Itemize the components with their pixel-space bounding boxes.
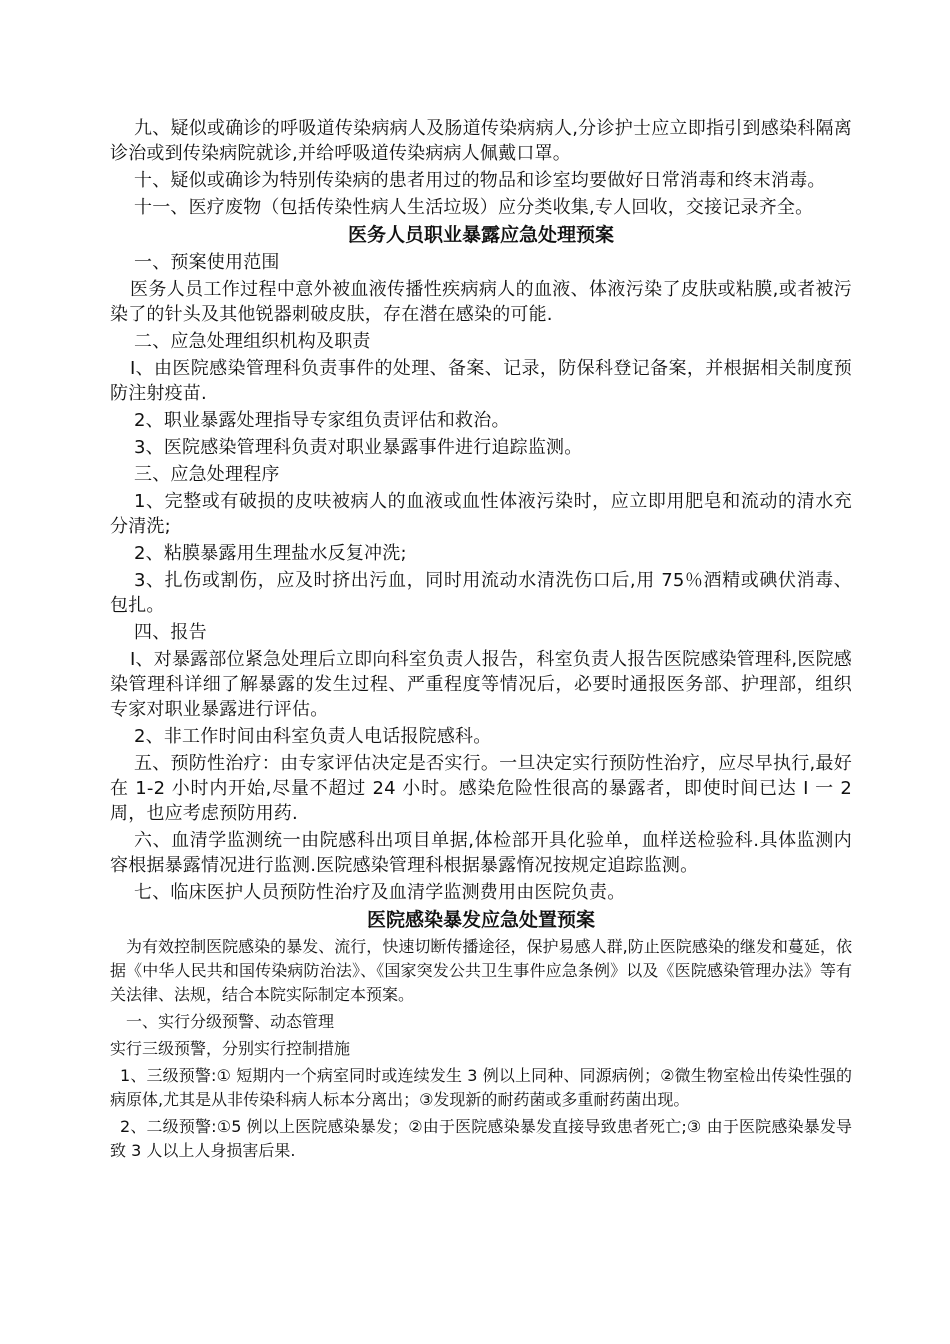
paragraph-level-2: 2、二级预警:①5 例以上医院感染暴发；②由于医院感染暴发直接导致患者死亡;③ 由于医院感染暴发导致 3 人以上人身损害后果. xyxy=(110,1117,852,1160)
paragraph-outbreak-intro: 为有效控制医院感染的暴发、流行，快速切断传播途径，保护易感人群,防止医院感染的继发和蔓延，依据《中华人民共和国传染病防治法》、《国家突发公共卫生事件应急条例》以及《医院感染管理办法》等有关法律、法规，结合本院实际制定本预案。 xyxy=(110,937,852,1004)
heading-warning-levels: 一、实行分级预警、动态管理 xyxy=(126,1012,335,1031)
paragraph-org-1: I、由医院感染管理科负责事件的处理、备案、记录，防保科登记备案，并根据相关制度预防注射疫苗. xyxy=(110,358,852,404)
paragraph-procedure-3: 3、扎伤或割伤，应及时挤出污血，同时用流动水清洗伤口后,用 75％酒精或碘伏消毒、包扎。 xyxy=(110,570,852,616)
paragraph-level-3: 1、三级预警:① 短期内一个病室同时或连续发生 3 例以上同种、同源病例；②微生物室检出传染性强的病原体,尤其是从非传染科病人标本分离出；③发现新的耐药菌或多重耐药菌出现。 xyxy=(110,1066,852,1109)
paragraph-cost: 七、临床医护人员预防性治疗及血清学监测费用由医院负责。 xyxy=(134,882,626,903)
paragraph-item-10: 十、疑似或确诊为特别传染病的患者用过的物品和诊室均要做好日常消毒和终末消毒。 xyxy=(134,170,826,191)
paragraph-report-2: 2、非工作时间由科室负责人电话报院感科。 xyxy=(134,726,492,747)
paragraph-serology: 六、血清学监测统一由院感科出项目单据,体检部开具化验单，血样送检验科.具体监测内容根据暴露情况进行监测.医院感染管理科根据暴露惰况按规定追踪监测。 xyxy=(110,830,852,876)
paragraph-report-1: I、对暴露部位紧急处理后立即向科室负责人报告，科室负责人报告医院感染管理科,医院感染管理科详细了解暴露的发生过程、严重程度等情况后，必要时通报医务部、护理部，组织专家对职业暴露进行评估。 xyxy=(110,649,852,720)
section-title-occupational-exposure: 医务人员职业暴露应急处理预案 xyxy=(347,224,614,246)
paragraph-org-3: 3、医院感染管理科负责对职业暴露事件进行追踪监测。 xyxy=(134,437,583,458)
paragraph-prevention: 五、预防性治疗：由专家评估决定是否实行。一旦决定实行预防性治疗，应尽早执行,最好在 1-2 小时内开始,尽量不超过 24 小时。感染危险性很高的暴露者，即使时间已达 I 一 2 周，也应考虑预防用药. xyxy=(110,753,852,824)
paragraph-org-2: 2、职业暴露处理指导专家组负责评估和救治。 xyxy=(134,410,510,431)
paragraph-procedure-2: 2、粘膜暴露用生理盐水反复冲洗; xyxy=(134,543,407,564)
heading-organization: 二、应急处理组织机构及职责 xyxy=(134,331,371,352)
document-page xyxy=(110,116,852,1166)
paragraph-item-9: 九、疑似或确诊的呼吸道传染病病人及肠道传染病病人,分诊护士应立即指引到感染科隔离诊治或到传染病院就诊,并给呼吸道传染病病人佩戴口罩。 xyxy=(110,118,852,164)
paragraph-three-levels: 实行三级预警，分别实行控制措施 xyxy=(110,1039,351,1058)
heading-procedure: 三、应急处理程序 xyxy=(134,464,280,485)
section-title-outbreak: 医院感染暴发应急处置预案 xyxy=(366,909,595,931)
heading-report: 四、报告 xyxy=(134,622,207,643)
paragraph-scope: 医务人员工作过程中意外被血液传播性疾病病人的血液、体液污染了皮肤或粘膜,或者被污染了的针头及其他锐器刺破皮肤，存在潜在感染的可能. xyxy=(110,279,852,325)
paragraph-procedure-1: 1、完整或有破损的皮呋被病人的血液或血性体液污染时，应立即用肥皂和流动的清水充分清洗; xyxy=(110,491,852,537)
paragraph-item-11: 十一、医疗废物（包括传染性病人生活垃圾）应分类收集,专人回收，交接记录齐全。 xyxy=(134,197,814,218)
heading-scope: 一、预案使用范围 xyxy=(134,252,280,273)
